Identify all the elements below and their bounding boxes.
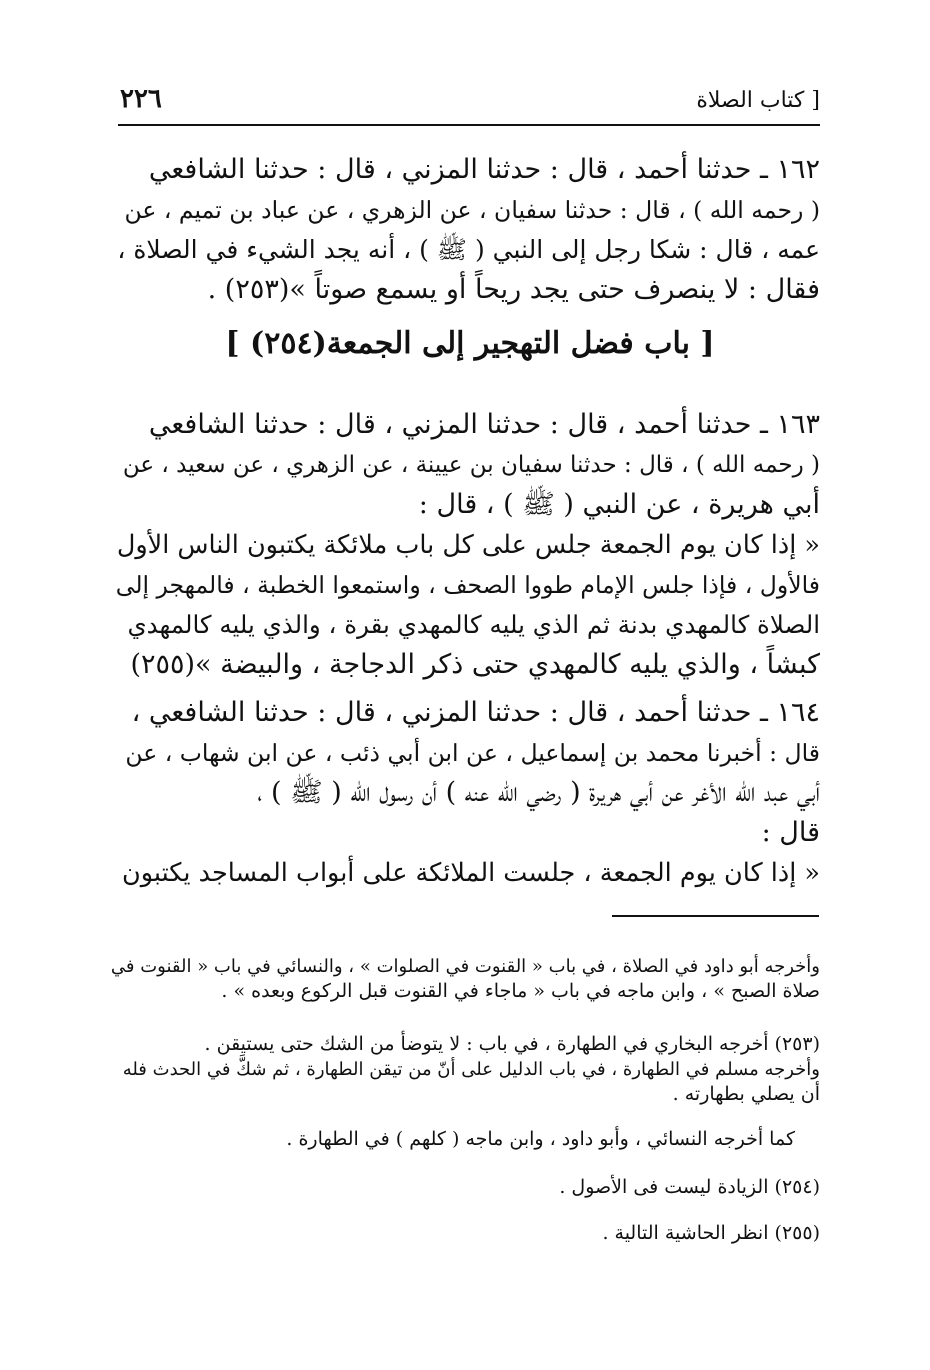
chapter-heading: [ باب فضل التهجير إلى الجمعة(٢٥٤) ] xyxy=(225,326,715,361)
text-line: فالأول ، فإذا جلس الإمام طووا الصحف ، واستمعوا الخطبة ، فالمهجر إلى xyxy=(115,571,820,599)
footnote-line: صلاة الصبح » ، وابن ماجه في باب « ماجاء في القنوت قبل الركوع وبعده » . xyxy=(221,980,820,1002)
page-number: ٢٢٦ xyxy=(120,84,162,114)
text-line: الصلاة كالمهدي بدنة ثم الذي يليه كالمهدي بقرة ، والذي يليه كالمهدي xyxy=(127,610,820,639)
footnote-253-extra xyxy=(110,1127,820,1152)
text-line: قال : أخبرنا محمد بن إسماعيل ، عن ابن أبي ذئب ، عن ابن شهاب ، عن xyxy=(125,739,820,767)
footnote-line: أن يصلي بطهارته . xyxy=(672,1083,820,1105)
hadith-163 xyxy=(115,405,820,685)
text-line: أبي عبد الله الأغر عن أبي هريرة ( رضي الله عنه ) أن رسول الله ( ﷺ ) ، xyxy=(257,777,820,808)
book-title: [ كتاب الصلاة xyxy=(696,88,820,113)
text-line: قال : xyxy=(761,817,820,848)
text-line: ( رحمه الله ) ، قال : حدثنا سفيان ، عن الزهري ، عن عباد بن تميم ، عن xyxy=(124,196,820,224)
text-line: ( رحمه الله ) ، قال : حدثنا سفيان بن عيينة ، عن الزهري ، عن سعيد ، عن xyxy=(122,452,820,478)
page-header xyxy=(120,78,820,122)
footnote-separator xyxy=(612,915,819,917)
text-line: عمه ، قال : شكا رجل إلى النبي ( ﷺ ) ، أنه يجد الشيء في الصلاة ، xyxy=(117,235,820,264)
text-line: « إذا كان يوم الجمعة ، جلست الملائكة على أبواب المساجد يكتبون xyxy=(122,858,820,888)
footnote-line: كما أخرجه النسائي ، وأبو داود ، وابن ماجه ( كلهم ) في الطهارة . xyxy=(286,1128,795,1150)
footnote-line: (٢٥٤) الزيادة ليست فى الأصول . xyxy=(559,1176,820,1198)
hadith-162 xyxy=(115,150,820,310)
text-line: كبشاً ، والذي يليه كالمهدي حتى ذكر الدجاجة ، والبيضة »(٢٥٥) xyxy=(130,649,820,680)
footnote-254 xyxy=(110,1175,820,1200)
hadith-164 xyxy=(115,693,820,893)
text-line: ١٦٤ ـ حدثنا أحمد ، قال : حدثنا المزني ، قال : حدثنا الشافعي ، xyxy=(131,697,820,728)
text-line: « إذا كان يوم الجمعة جلس على كل باب ملائكة يكتبون الناس الأول xyxy=(116,530,820,560)
footnote-line: (٢٥٣) أخرجه البخاري في الطهارة ، في باب : لا يتوضأ من الشك حتى يستيقن . xyxy=(204,1033,820,1055)
text-line: ١٦٣ ـ حدثنا أحمد ، قال : حدثنا المزني ، قال : حدثنا الشافعي xyxy=(148,409,820,440)
footnote-line: وأخرجه أبو داود في الصلاة ، في باب « القنوت في الصلوات » ، والنسائي في باب « القنوت في xyxy=(110,956,820,977)
text-line: ١٦٢ ـ حدثنا أحمد ، قال : حدثنا المزني ، قال : حدثنا الشافعي xyxy=(148,154,820,185)
footnote-255 xyxy=(110,1221,820,1246)
footnote-continuation xyxy=(110,954,820,1004)
footnote-253 xyxy=(110,1032,820,1107)
footnote-line: (٢٥٥) انظر الحاشية التالية . xyxy=(602,1222,820,1244)
text-line: أبي هريرة ، عن النبي ( ﷺ ) ، قال : xyxy=(418,489,820,520)
header-rule xyxy=(118,124,820,126)
footnote-line: وأخرجه مسلم في الطهارة ، في باب الدليل على أنّ من تيقن الطهارة ، ثم شكَّ في الحدث فله xyxy=(122,1059,820,1080)
text-line: فقال : لا ينصرف حتى يجد ريحاً أو يسمع صوتاً »(٢٥٣) . xyxy=(207,274,820,305)
